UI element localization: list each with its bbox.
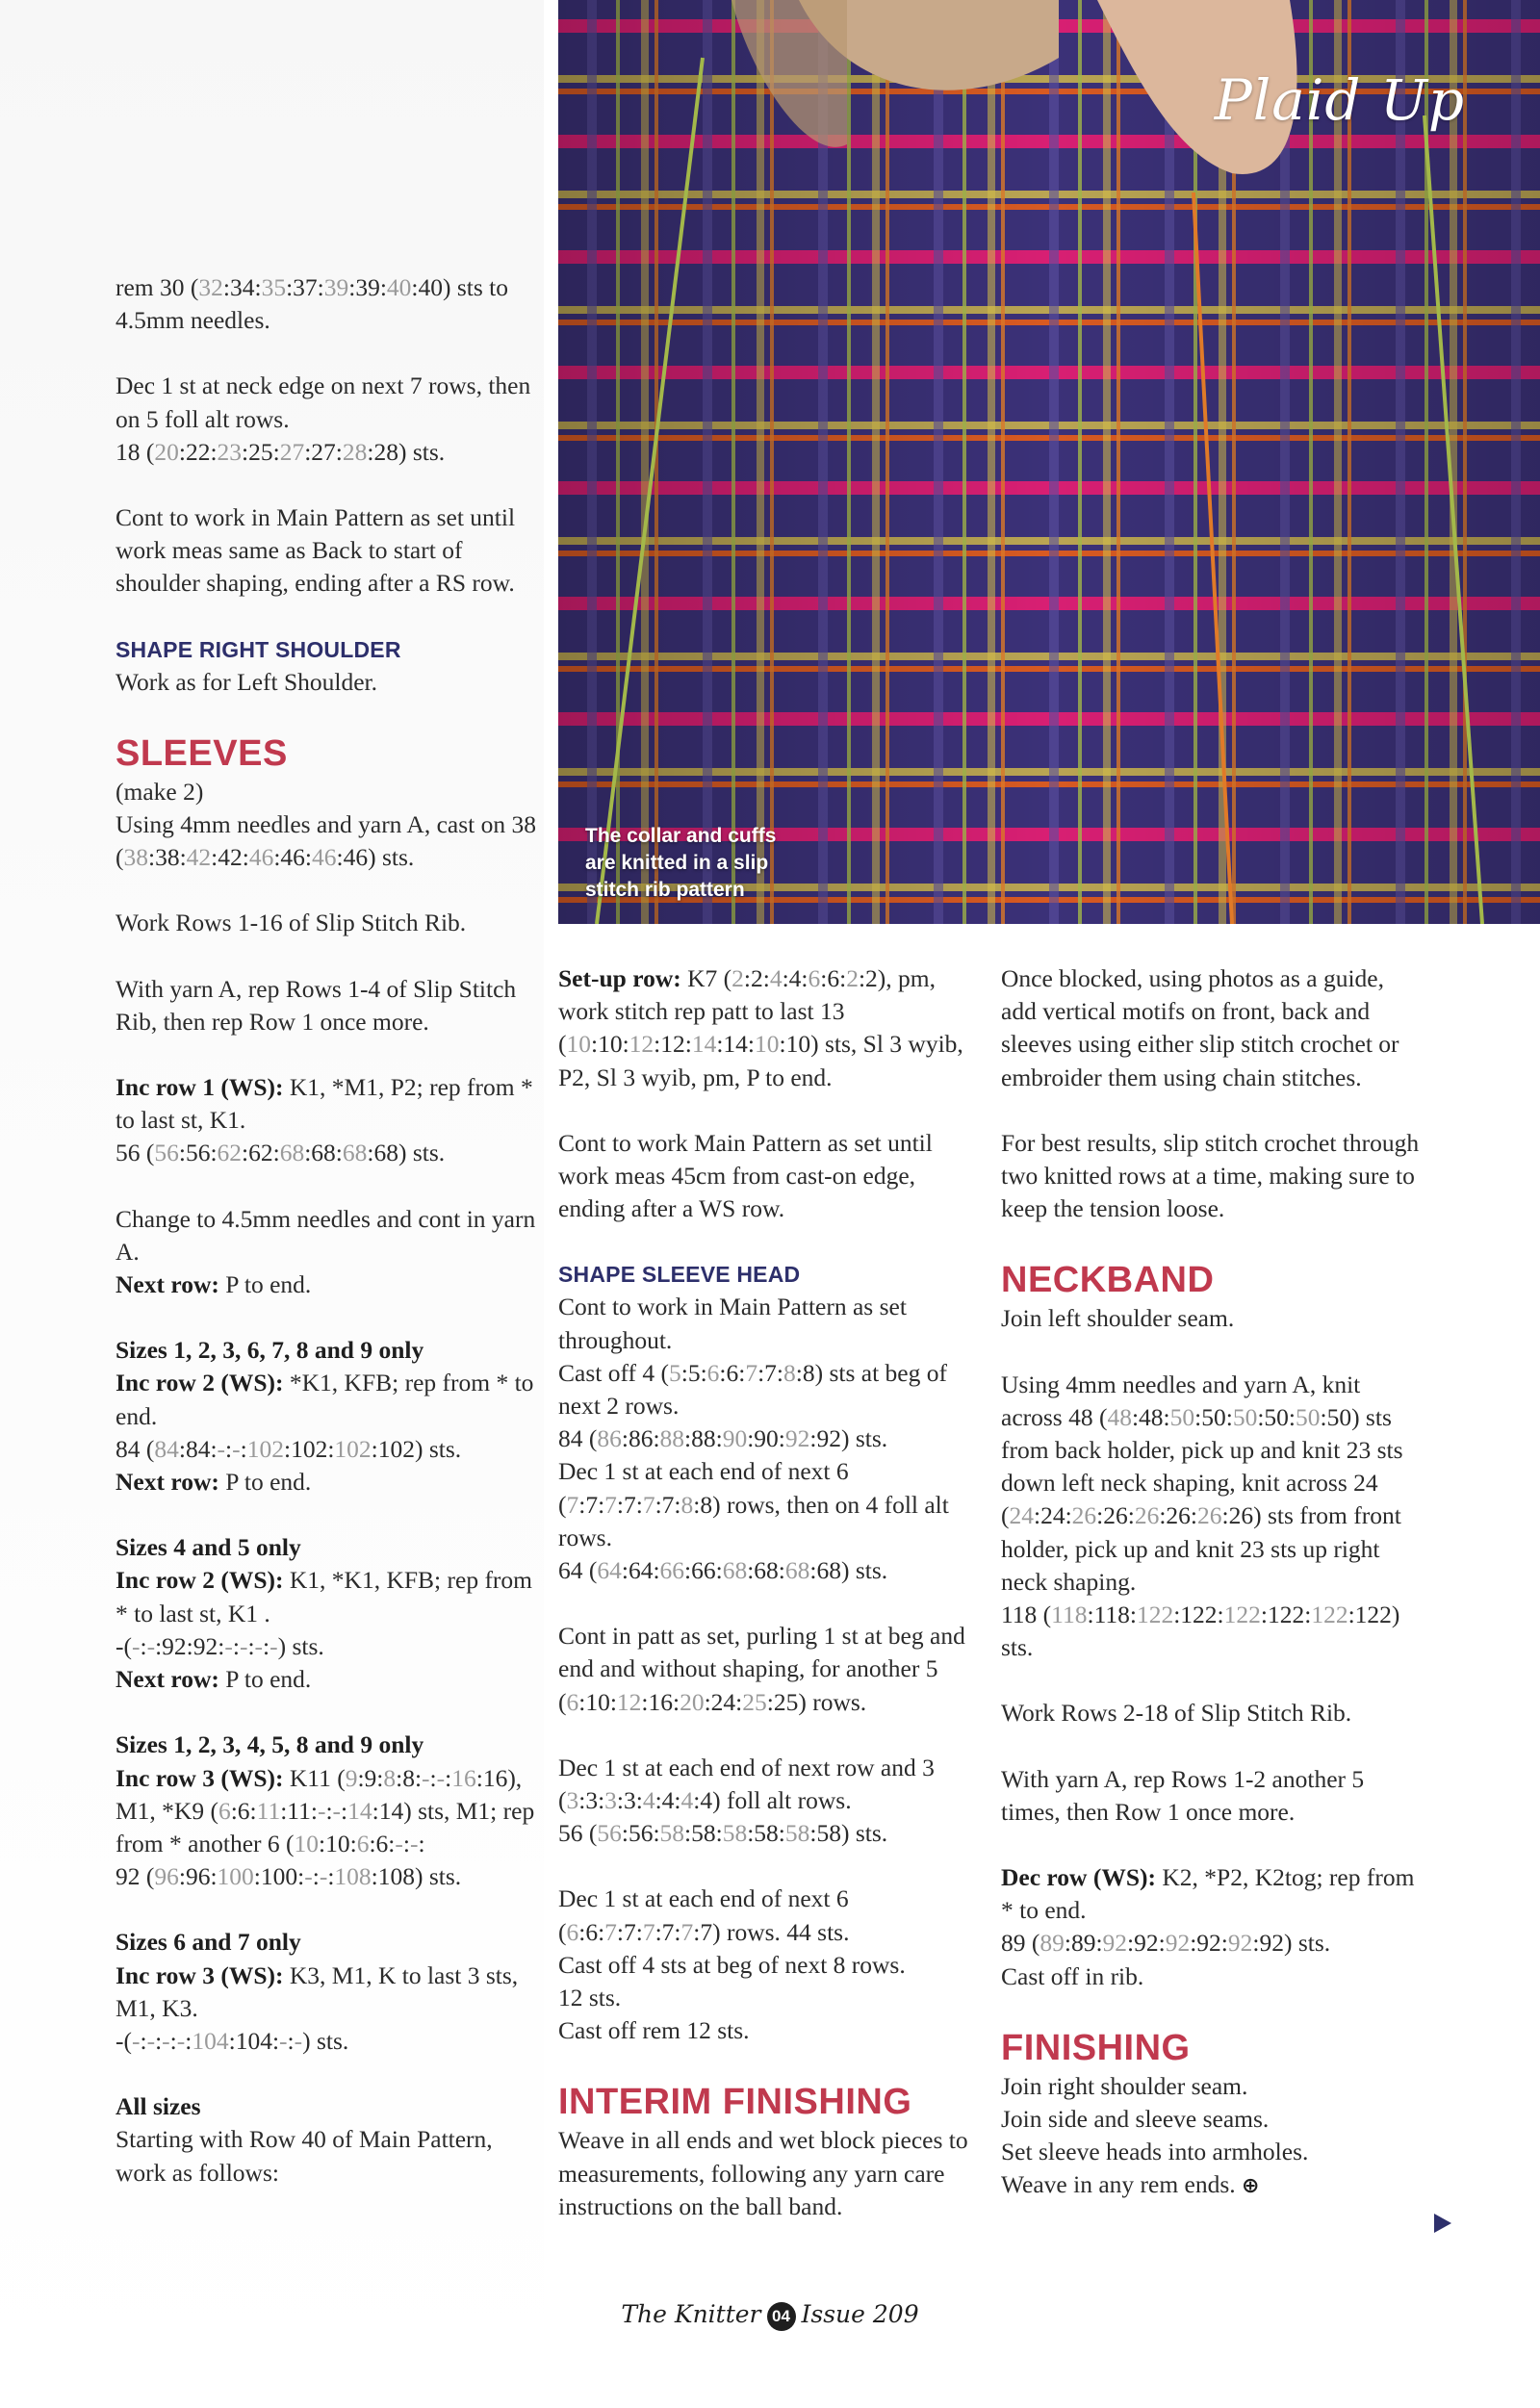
sweater-photo	[558, 0, 1540, 924]
work-rows-text: Work Rows 1-16 of Slip Stitch Rib.	[116, 909, 467, 937]
photo-caption: The collar and cuffs are knitted in a slip stitch rib pattern	[585, 825, 777, 901]
page-number: 04	[767, 2302, 796, 2331]
sleeves-cast-on: (make 2) Using 4mm needles and yarn A, cast on 38 (38:38:42:42:46:46:46:46) sts.	[116, 777, 536, 872]
interim-finishing-text: Weave in all ends and wet block pieces to measurements, following any yarn care instructions on the ball band.	[558, 2126, 968, 2220]
shape-sleeve-head-heading: SHAPE SLEEVE HEAD	[558, 1262, 801, 1288]
finishing-text: Join right shoulder seam. Join side and sleeve seams. Set sleeve heads into armholes. Weave in any rem ends. ⊕	[1001, 2071, 1309, 2199]
sleeve-head-text: Cont to work in Main Pattern as set throughout. Cast off 4 (5:5:6:6:7:7:8:8) sts at beg of next 2 rows. 84 (86:86:88:88:90:90:92:92) sts. Dec 1 st at each end of next 6 (7:7:7:7:7:7:8:8) rows, then on 4 foll alt rows. 64 (64:64:66:66:68:68:68:68) sts.	[558, 1293, 949, 1585]
next-page-arrow-icon[interactable]	[1434, 2214, 1451, 2233]
cont-in-patt: Cont in patt as set, purling 1 st at beg and end and without shaping, for another 5 (6:10:12:16:20:24:25:25) rows.	[558, 1622, 965, 1716]
all-sizes: All sizes Starting with Row 40 of Main Pattern, work as follows:	[116, 2092, 493, 2187]
cont-main-pattern: Cont to work Main Pattern as set until work meas 45cm from cast-on edge, ending after a WS row.	[558, 1128, 933, 1223]
interim-finishing-heading: INTERIM FINISHING	[558, 2082, 912, 2123]
best-results-text: For best results, slip stitch crochet through two knitted rows at a time, making sure to keep the tension loose.	[1001, 1128, 1420, 1223]
shape-right-shoulder-text: Work as for Left Shoulder.	[116, 667, 378, 696]
dec-each-end: Dec 1 st at each end of next row and 3 (3:3:3:3:4:4:4:4) foll alt rows. 56 (56:56:58:58:58:58:58:58) sts.	[558, 1753, 935, 1848]
neckband-pickup: Using 4mm needles and yarn A, knit across 48 (48:48:50:50:50:50:50:50) sts from back holder, pick up and knit 23 sts down left neck shaping, knit across 24 (24:24:26:26:26:26:26:26) sts from front holder, pick up and knit 23 sts up right neck shaping. 118 (118:118:122:122:122:122:122:122) sts.	[1001, 1370, 1403, 1662]
finishing-heading: FINISHING	[1001, 2027, 1191, 2068]
dec-row: Dec row (WS): K2, *P2, K2tog; rep from * to end. 89 (89:89:92:92:92:92:92:92) sts. Cast off in rib.	[1001, 1863, 1415, 1990]
dec-next-6: Dec 1 st at each end of next 6 (6:6:7:7:7:7:7:7) rows. 44 sts. Cast off 4 sts at beg of next 8 rows. 12 sts. Cast off rem 12 sts.	[558, 1884, 906, 2045]
magazine-name: The Knitter	[621, 2300, 761, 2328]
page-footer	[0, 2300, 1540, 2331]
sleeves-heading: SLEEVES	[116, 732, 288, 774]
join-left-text: Join left shoulder seam.	[1001, 1304, 1235, 1333]
column-middle	[558, 962, 972, 2223]
setup-row: Set-up row: K7 (2:2:4:4:6:6:2:2), pm, work stitch rep patt to last 13 (10:10:12:12:14:14:10:10) sts, Sl 3 wyib, P2, Sl 3 wyib, pm, P to end.	[558, 964, 963, 1091]
sizes-group-b: Sizes 1, 2, 3, 4, 5, 8 and 9 only Inc row 3 (WS): K11 (9:9:8:8:-:-:16:16), M1, *K9 (6:6:11:11:-:-:14:14) sts, M1; rep from * another 6 (10:10:6:6:-:-: 92 (96:96:100:100:-:-:108:108) sts.	[116, 1730, 535, 1891]
work-rows-2-18: Work Rows 2-18 of Slip Stitch Rib.	[1001, 1699, 1352, 1728]
shape-right-shoulder-heading: SHAPE RIGHT SHOULDER	[116, 636, 401, 662]
sizes-group-4-5: Sizes 4 and 5 only Inc row 2 (WS): K1, *K1, KFB; rep from * to last st, K1 . -(-:-:92:92:-:-:-:-) sts. Next row: P to end.	[116, 1533, 533, 1694]
blocked-text: Once blocked, using photos as a guide, add vertical motifs on front, back and sleeves using either slip stitch crochet or embroider them using chain stitches.	[1001, 964, 1399, 1091]
end-mark-icon: ⊕	[1242, 2174, 1260, 2199]
cont-main-text: Cont to work in Main Pattern as set until work meas same as Back to start of shoulder shaping, ending after a RS row.	[116, 503, 516, 598]
dec-neck-text: Dec 1 st at neck edge on next 7 rows, then on 5 foll alt rows. 18 (20:22:23:25:27:27:28:28) sts.	[116, 371, 531, 466]
column-left	[116, 271, 539, 2190]
plaid-sweater-image	[558, 0, 1540, 924]
article-title: Plaid Up	[1214, 67, 1465, 133]
sizes-group-6-7: Sizes 6 and 7 only Inc row 3 (WS): K3, M1, K to last 3 sts, M1, K3. -(-:-:-:-:104:104:-:-) sts.	[116, 1928, 519, 2055]
rem-sts-text: rem 30 (32:34:35:37:39:39:40:40) sts to 4.5mm needles.	[116, 273, 508, 335]
issue-number: Issue 209	[801, 2300, 919, 2328]
neckband-heading: NECKBAND	[1001, 1260, 1215, 1301]
sizes-group-1: Sizes 1, 2, 3, 6, 7, 8 and 9 only Inc row 2 (WS): *K1, KFB; rep from * to end. 84 (84:84:-:-:102:102:102:102) sts. Next row: P to end.	[116, 1336, 534, 1497]
yarn-a-text: With yarn A, rep Rows 1-4 of Slip Stitch Rib, then rep Row 1 once more.	[116, 974, 517, 1036]
change-needles: Change to 4.5mm needles and cont in yarn A. Next row: P to end.	[116, 1204, 536, 1299]
column-right	[1001, 962, 1424, 2204]
with-yarn-a: With yarn A, rep Rows 1-2 another 5 times, then Row 1 once more.	[1001, 1764, 1365, 1826]
inc-row-1: Inc row 1 (WS): K1, *M1, P2; rep from * to last st, K1. 56 (56:56:62:62:68:68:68:68) sts.	[116, 1073, 533, 1167]
